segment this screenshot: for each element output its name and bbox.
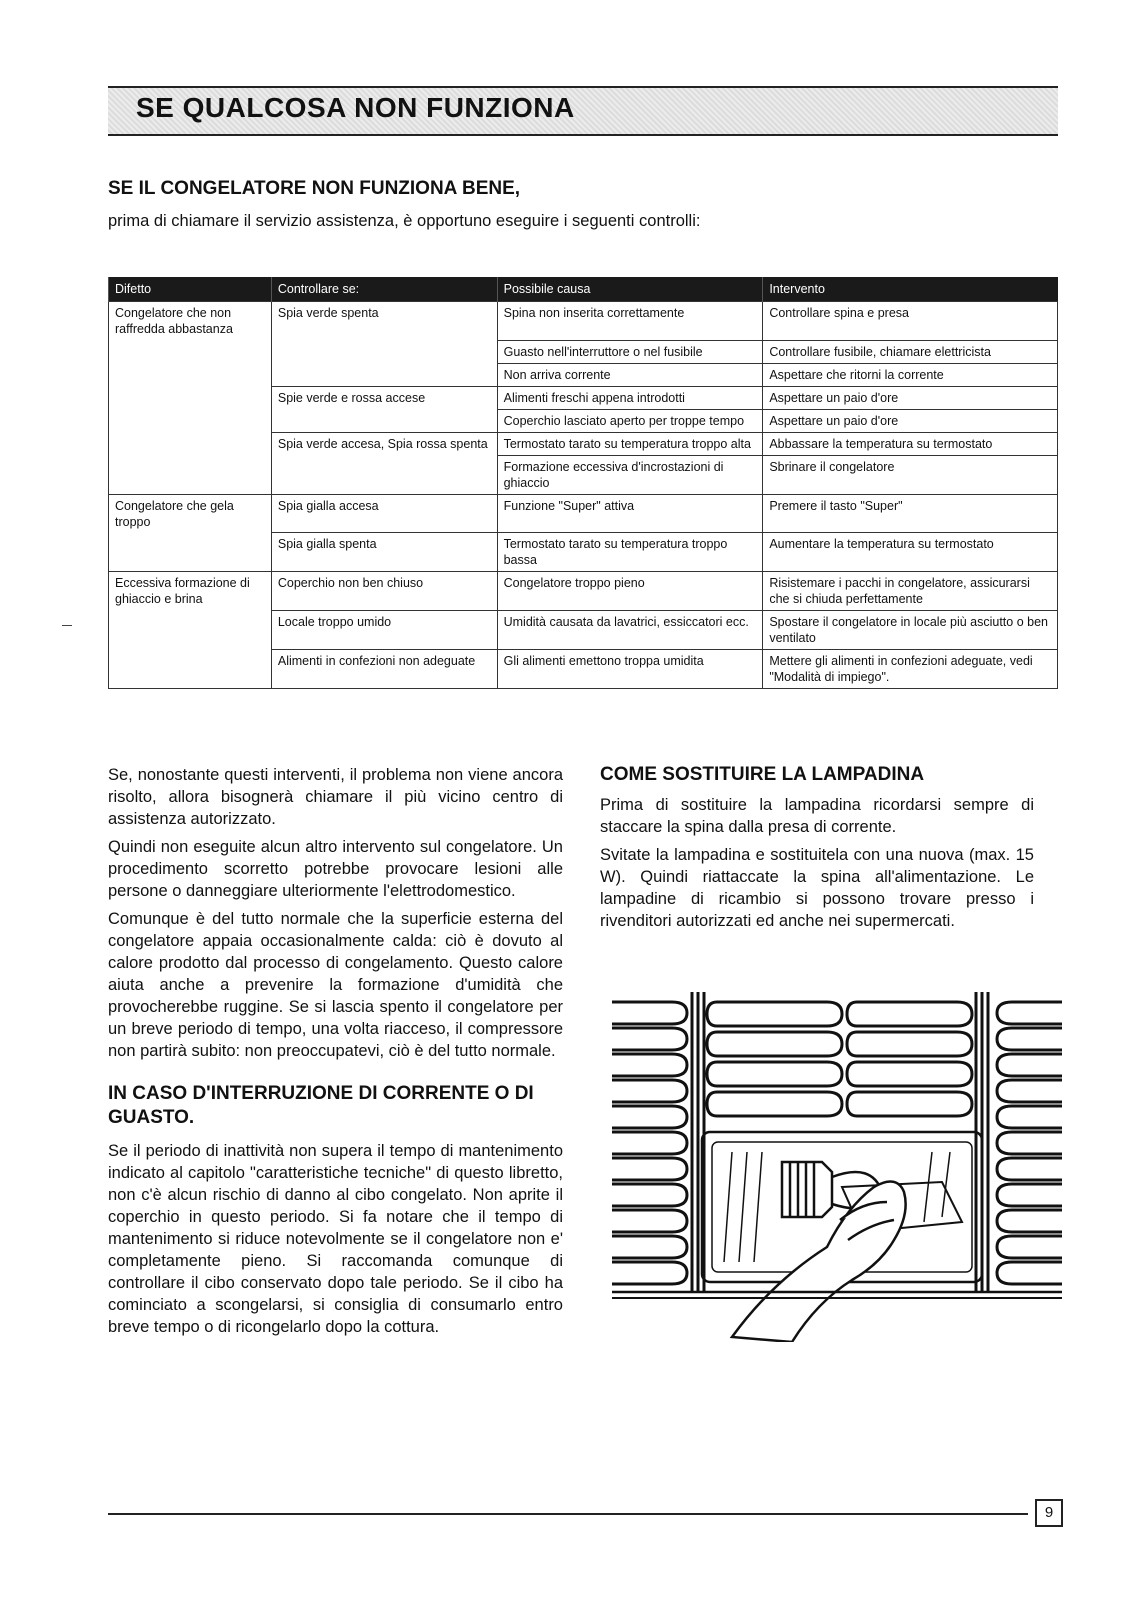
cell-intervento: Premere il tasto "Super": [763, 494, 1058, 533]
lamp-replacement-illustration: [612, 992, 1062, 1342]
right-column: [600, 764, 1034, 938]
cell-causa: Alimenti freschi appena introdotti: [497, 386, 763, 409]
cell-intervento: Aspettare un paio d'ore: [763, 409, 1058, 432]
table-row: [109, 386, 1058, 409]
cell-controllare: Spia verde spenta: [271, 302, 497, 341]
cell-difetto: [109, 363, 272, 386]
cell-difetto: Eccessiva formazione di ghiaccio e brina: [109, 572, 272, 611]
cell-controllare: Alimenti in confezioni non adeguate: [271, 650, 497, 689]
margin-mark: [62, 625, 72, 626]
cell-difetto: [109, 409, 272, 432]
cell-causa: Termostato tarato su temperatura troppo bassa: [497, 533, 763, 572]
table-row: [109, 432, 1058, 455]
cell-intervento: Risistemare i pacchi in congelatore, assicurarsi che si chiuda perfettamente: [763, 572, 1058, 611]
cell-intervento: Spostare il congelatore in locale più asciutto o ben ventilato: [763, 611, 1058, 650]
left-column: [108, 764, 563, 1344]
troubleshooting-table: [108, 277, 1058, 689]
paragraph-power-failure: Se il periodo di inattività non supera il tempo di mantenimento indicato al capitolo "caratteristiche tecniche" di questo libretto, non c'è alcun rischio di danno al cibo congelato. Non aprite il coperchio in questo periodo. Si fa notare che il tempo di mantenimento si riduce notevolmente se il congelatore non e' completamente pieno. Si raccomanda comunque di controllare il cibo conservato dopo tale periodo. Se il cibo ha cominciato a scongelarsi, si consiglia di consumarlo entro breve tempo o di ricongelarlo dopo la cottura.: [108, 1142, 563, 1336]
table-row: [109, 340, 1058, 363]
header-causa: Possibile causa: [497, 277, 763, 302]
cell-causa: Congelatore troppo pieno: [497, 572, 763, 611]
cell-intervento: Abbassare la temperatura su termostato: [763, 432, 1058, 455]
cell-difetto: [109, 340, 272, 363]
cell-difetto: [109, 455, 272, 494]
table-row: [109, 494, 1058, 533]
paragraph-assistance: Se, nonostante questi interventi, il problema non viene ancora risolto, allora bisognerà chiamare il più vicino centro di assistenza autorizzato.: [108, 766, 563, 828]
table-row: [109, 611, 1058, 650]
header-controllare: Controllare se:: [271, 277, 497, 302]
cell-controllare: [271, 363, 497, 386]
cell-intervento: Aspettare un paio d'ore: [763, 386, 1058, 409]
cell-causa: Termostato tarato su temperatura troppo alta: [497, 432, 763, 455]
cell-controllare: Locale troppo umido: [271, 611, 497, 650]
table-row: [109, 302, 1058, 341]
table-row: [109, 409, 1058, 432]
table-header-row: [109, 277, 1058, 302]
cell-causa: Guasto nell'interruttore o nel fusibile: [497, 340, 763, 363]
paragraph-warning: Quindi non eseguite alcun altro intervento sul congelatore. Un procedimento scorretto potrebbe provocare lesioni alle persone o danneggiare ulteriormente l'elettrodomestico.: [108, 838, 563, 900]
cell-difetto: [109, 386, 272, 409]
cell-causa: Funzione "Super" attiva: [497, 494, 763, 533]
paragraph-lamp-safety: Prima di sostituire la lampadina ricordarsi sempre di staccare la spina dalla presa di corrente.: [600, 796, 1034, 836]
cell-causa: Spina non inserita correttamente: [497, 302, 763, 341]
table-row: [109, 455, 1058, 494]
banner-title: SE QUALCOSA NON FUNZIONA: [136, 92, 575, 123]
section-intro: prima di chiamare il servizio assistenza, è opportuno eseguire i seguenti controlli:: [108, 212, 701, 230]
cell-difetto: [109, 650, 272, 689]
power-failure-heading: IN CASO D'INTERRUZIONE DI CORRENTE O DI GUASTO.: [108, 1083, 534, 1128]
cell-difetto: [109, 432, 272, 455]
cell-controllare: Coperchio non ben chiuso: [271, 572, 497, 611]
page-banner: [108, 86, 1058, 136]
paragraph-surface-heat: Comunque è del tutto normale che la superficie esterna del congelatore appaia occasionalmente calda: ciò è dovuto al calore prodotto dal processo di congelamento. Questo calore aiuta anche a prevenire la formazione d'umidità che provocherebbe ruggine. Se si lascia spento il congelatore per un breve periodo di tempo, una volta riacceso, il compressore non partirà subito: non preoccupatevi, ciò è del tutto normale.: [108, 910, 563, 1060]
cell-difetto: [109, 611, 272, 650]
cell-causa: Gli alimenti emettono troppa umidita: [497, 650, 763, 689]
cell-controllare: [271, 409, 497, 432]
cell-difetto: Congelatore che gela troppo: [109, 494, 272, 533]
table-row: [109, 533, 1058, 572]
table-row: [109, 650, 1058, 689]
paragraph-lamp-replace: Svitate la lampadina e sostituitela con una nuova (max. 15 W). Quindi riattaccate la spina all'alimentazione. Le lampadine di ricambio si possono trovare presso i rivenditori autorizzati ed anche nei supermercati.: [600, 846, 1034, 930]
header-difetto: Difetto: [109, 277, 272, 302]
cell-causa: Coperchio lasciato aperto per troppe tempo: [497, 409, 763, 432]
cell-intervento: Controllare fusibile, chiamare elettricista: [763, 340, 1058, 363]
cell-intervento: Aspettare che ritorni la corrente: [763, 363, 1058, 386]
cell-controllare: [271, 340, 497, 363]
cell-causa: Umidità causata da lavatrici, essiccatori ecc.: [497, 611, 763, 650]
cell-controllare: Spia verde accesa, Spia rossa spenta: [271, 432, 497, 455]
footer-rule: [108, 1513, 1028, 1515]
table-row: [109, 572, 1058, 611]
cell-difetto: [109, 533, 272, 572]
cell-controllare: [271, 455, 497, 494]
section-heading: SE IL CONGELATORE NON FUNZIONA BENE,: [108, 178, 521, 199]
header-intervento: Intervento: [763, 277, 1058, 302]
cell-intervento: Controllare spina e presa: [763, 302, 1058, 341]
cell-controllare: Spia gialla accesa: [271, 494, 497, 533]
table-row: [109, 363, 1058, 386]
cell-intervento: Sbrinare il congelatore: [763, 455, 1058, 494]
cell-causa: Formazione eccessiva d'incrostazioni di ghiaccio: [497, 455, 763, 494]
cell-controllare: Spia gialla spenta: [271, 533, 497, 572]
cell-intervento: Aumentare la temperatura su termostato: [763, 533, 1058, 572]
lamp-heading: COME SOSTITUIRE LA LAMPADINA: [600, 764, 925, 785]
cell-intervento: Mettere gli alimenti in confezioni adeguate, vedi "Modalità di impiego".: [763, 650, 1058, 689]
cell-controllare: Spie verde e rossa accese: [271, 386, 497, 409]
cell-difetto: Congelatore che non raffredda abbastanza: [109, 302, 272, 341]
cell-causa: Non arriva corrente: [497, 363, 763, 386]
page-number: 9: [1035, 1499, 1063, 1527]
